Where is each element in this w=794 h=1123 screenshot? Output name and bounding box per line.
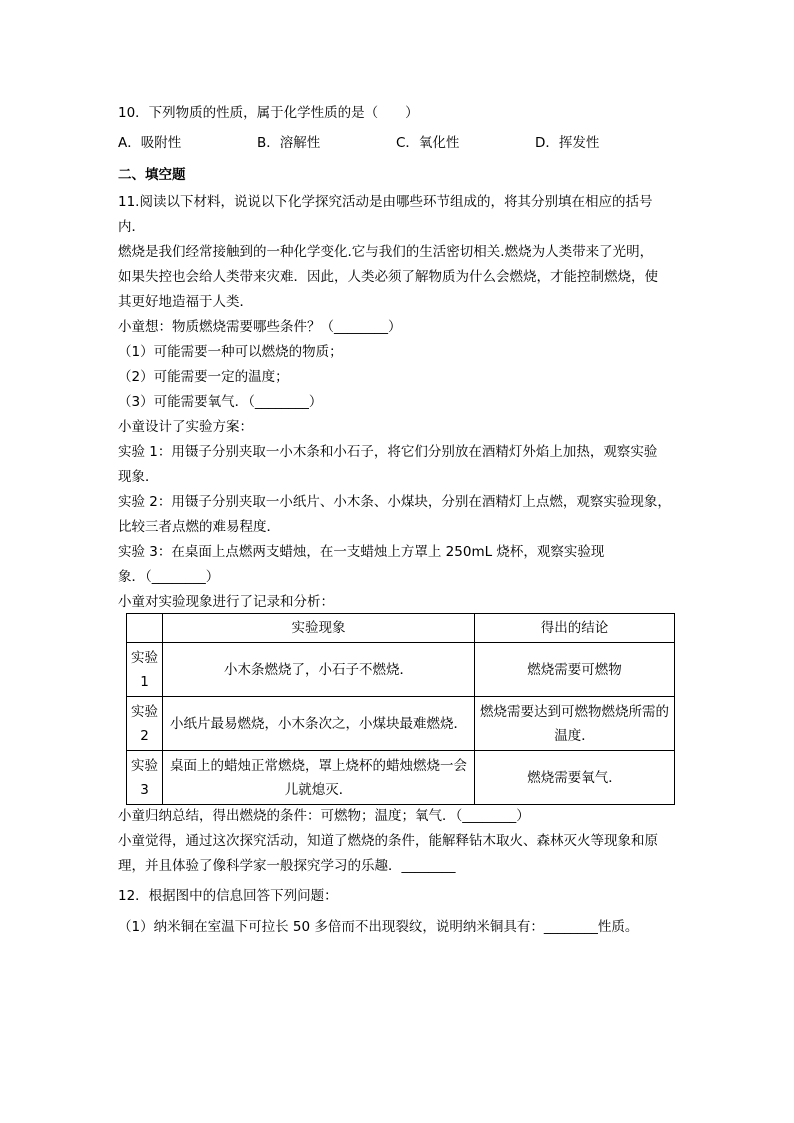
q10-option-a: A．吸附性: [118, 135, 182, 151]
q11-line: 内．: [118, 219, 145, 235]
table-header-row: [127, 614, 675, 643]
table-header-cell: [127, 614, 163, 643]
q10-option-b: B．溶解性: [257, 135, 321, 151]
q12-stem: 12．根据图中的信息回答下列问题：: [118, 888, 338, 904]
row-label: 实验 2: [127, 697, 163, 751]
q11-line: 比较三者点燃的难易程度．: [118, 519, 280, 535]
q10-stem: 10．下列物质的性质，属于化学性质的是（ ）: [118, 105, 419, 121]
q12-sub1: （1）纳米铜在室温下可拉长 50 多倍而不出现裂纹，说明纳米铜具有：________性质。: [118, 919, 639, 935]
q11-summary-line: 小童归纳总结，得出燃烧的条件：可燃物；温度；氧气．（________）: [118, 808, 530, 824]
q11-line: 现象．: [118, 469, 159, 485]
row-label: 实验 1: [127, 643, 163, 697]
q11-line: 如果失控也会给人类带来灾难．因此，人类必须了解物质为什么会燃烧，才能控制燃烧，使: [118, 269, 658, 285]
table-row: [127, 751, 675, 805]
q11-line: 实验 2：用镊子分别夹取一小纸片、小木条、小煤块，分别在酒精灯上点燃，观察实验现象，: [118, 494, 671, 510]
q11-line: 其更好地造福于人类．: [118, 294, 253, 310]
table-header-cell: 实验现象: [163, 614, 475, 643]
row-conclusion: 燃烧需要可燃物: [475, 643, 675, 697]
row-phenomenon: 桌面上的蜡烛正常燃烧，罩上烧杯的蜡烛燃烧一会 儿就熄灭．: [163, 751, 475, 805]
q11-line: 小童想：物质燃烧需要哪些条件？（________）: [118, 319, 402, 335]
section-title: 二、填空题: [118, 167, 186, 183]
row-conclusion: 燃烧需要氧气．: [475, 751, 675, 805]
q11-line: （1）可能需要一种可以燃烧的物质；: [118, 344, 343, 360]
row-conclusion: 燃烧需要达到可燃物燃烧所需的 温度．: [475, 697, 675, 751]
q11-line: 11.阅读以下材料，说说以下化学探究活动是由哪些环节组成的，将其分别填在相应的括号: [118, 194, 653, 210]
q11-line: （2）可能需要一定的温度；: [118, 369, 289, 385]
q10-option-c: C．氧化性: [396, 135, 460, 151]
row-phenomenon: 小纸片最易燃烧，小木条次之，小煤块最难燃烧．: [163, 697, 475, 751]
table-row: [127, 697, 675, 751]
q11-summary-line: 理，并且体验了像科学家一般探究学习的乐趣．________: [118, 858, 456, 874]
q11-line: 小童设计了实验方案：: [118, 419, 253, 435]
q11-line: 象．（________）: [118, 569, 220, 585]
q11-line: 实验 1：用镊子分别夹取一小木条和小石子，将它们分别放在酒精灯外焰上加热，观察实验: [118, 444, 658, 460]
q11-line: （3）可能需要氧气．（________）: [118, 394, 323, 410]
q11-line: 实验 3：在桌面上点燃两支蜡烛，在一支蜡烛上方罩上 250mL 烧杯，观察实验现: [118, 544, 605, 560]
q11-summary-line: 小童觉得，通过这次探究活动，知道了燃烧的条件，能解释钻木取火、森林灭火等现象和原: [118, 833, 658, 849]
table-header-cell: 得出的结论: [475, 614, 675, 643]
table-row: [127, 643, 675, 697]
q11-line: 小童对实验现象进行了记录和分析：: [118, 594, 334, 610]
q11-line: 燃烧是我们经常接触到的一种化学变化.它与我们的生活密切相关.燃烧为人类带来了光明，: [118, 244, 654, 260]
row-label: 实验 3: [127, 751, 163, 805]
experiment-record-table: [126, 613, 675, 805]
row-phenomenon: 小木条燃烧了，小石子不燃烧．: [163, 643, 475, 697]
q10-option-d: D．挥发性: [535, 135, 600, 151]
